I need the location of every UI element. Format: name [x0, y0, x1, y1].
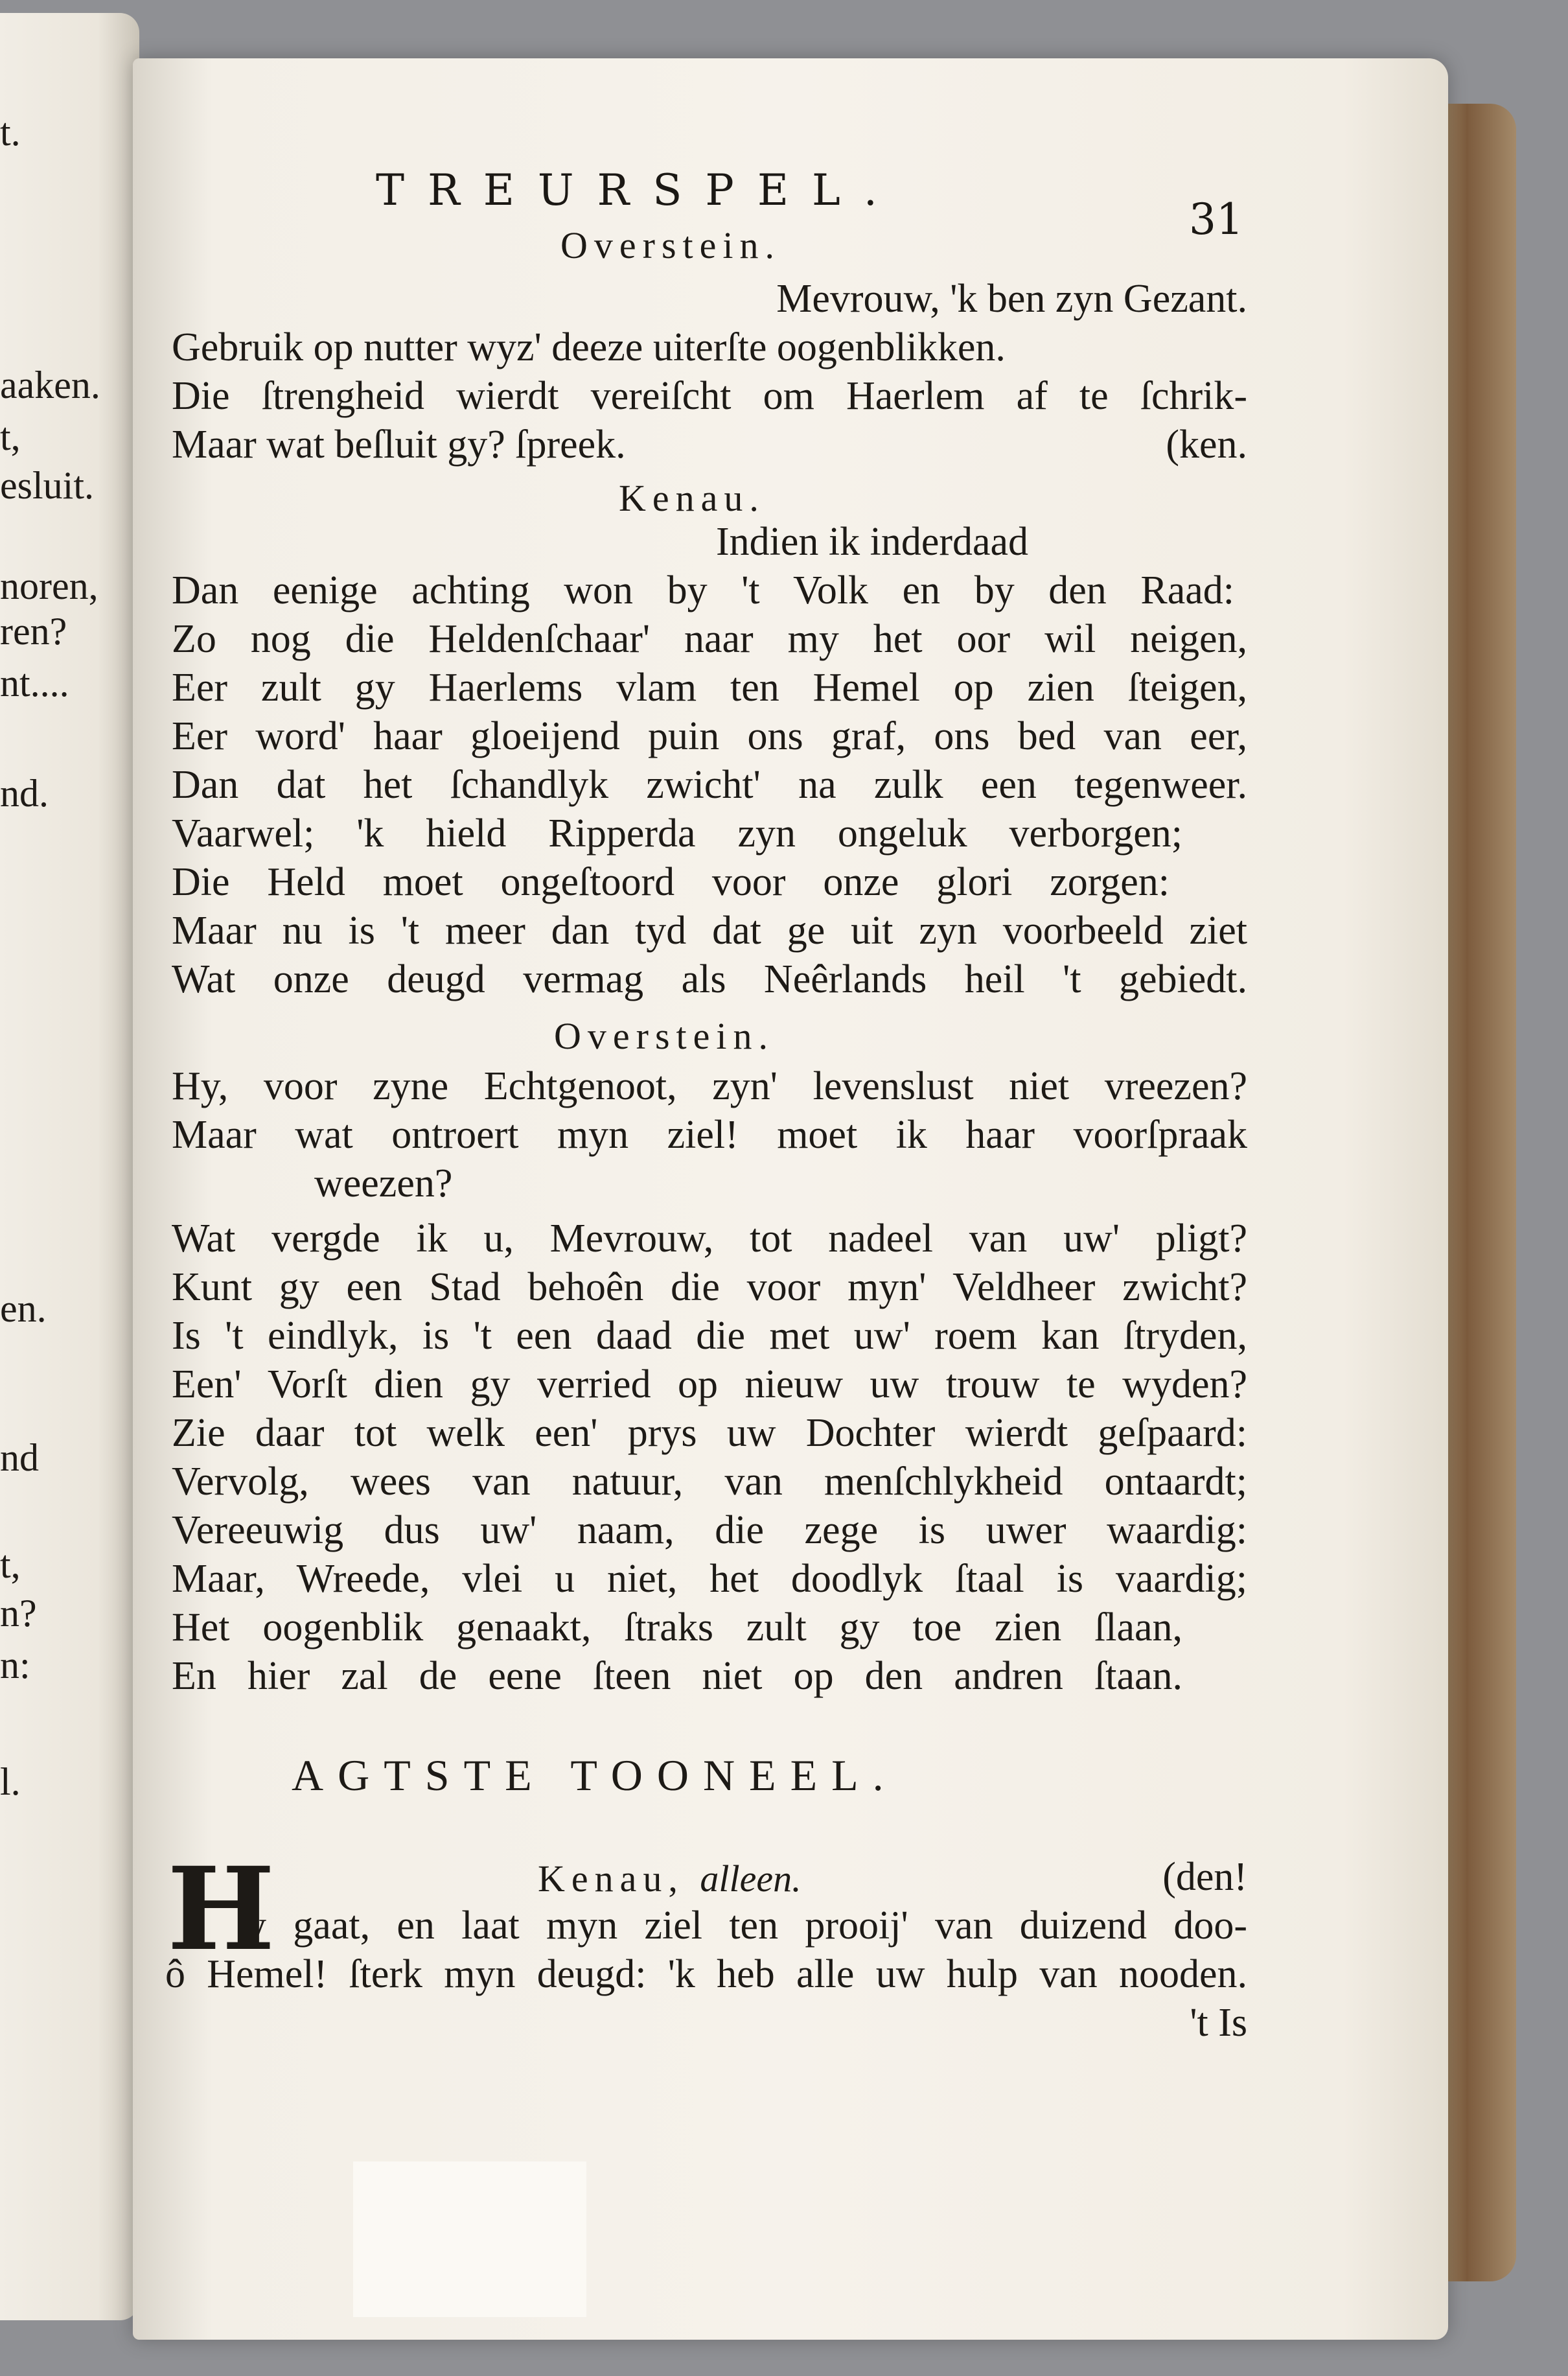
- left-page-fragment: n:: [0, 1644, 30, 1686]
- verse-line: Maar nu is 't meer dan tyd dat ge uit zyn voorbeeld ziet: [172, 909, 1247, 953]
- verse-line: Eer word' haar gloeijend puin ons graf, ons bed van eer,: [172, 714, 1247, 758]
- verse-line: Vereeuwig dus uw' naam, die zege is uwer waardig:: [172, 1508, 1247, 1552]
- verse-line: Indien ik inderdaad: [716, 520, 1029, 564]
- left-page-fragment: ren?: [0, 610, 67, 653]
- drop-cap: H: [167, 1842, 275, 1976]
- verse-line: Dan dat het ſchandlyk zwicht' na zulk een tegenweer.: [172, 763, 1247, 807]
- speaker-kenau: Kenau.: [619, 477, 765, 519]
- verse-line: Vervolg, wees van natuur, van menſchlykheid ontaardt;: [172, 1460, 1247, 1504]
- verse-line: Het oogenblik genaakt, ſtraks zult gy toe zien ſlaan,: [172, 1605, 1182, 1649]
- verse-line: Een' Vorſt dien gy verried op nieuw uw trouw te wyden?: [172, 1362, 1247, 1406]
- speaker-name: Kenau,: [538, 1858, 684, 1900]
- verse-line: Dan eenige achting won by 't Volk en by den Raad:: [172, 568, 1234, 612]
- verse-line: Zo nog die Heldenſchaar' naar my het oor wil neigen,: [172, 617, 1247, 661]
- speaker-overstein: Overstein.: [554, 1015, 774, 1057]
- left-page-fragment: en.: [0, 1287, 47, 1330]
- verse-line: Gebruik op nutter wyz' deeze uiterſte oogenblikken.: [172, 325, 1006, 369]
- running-title: TREURSPEL.: [376, 165, 901, 215]
- verse-line: En hier zal de eene ſteen niet op den andren ſtaan.: [172, 1654, 1182, 1698]
- verse-line: y gaat, en laat myn ziel ten prooij' van duizend doo-: [246, 1904, 1247, 1948]
- verse-line: weezen?: [314, 1161, 453, 1205]
- page-number: 31: [1189, 194, 1243, 244]
- verse-line: Vaarwel; 'k hield Ripperda zyn ongeluk verborgen;: [172, 811, 1182, 856]
- stage-direction: alleen.: [700, 1858, 801, 1900]
- verse-line-tail: (ken.: [1166, 423, 1247, 467]
- left-page-fragment: nt....: [0, 662, 69, 705]
- verse-line: Kunt gy een Stad behoên die voor myn' Veldheer zwicht?: [172, 1265, 1247, 1309]
- left-facing-page: [0, 13, 139, 2320]
- speaker-overstein: Overstein.: [560, 224, 781, 266]
- verse-line: Is 't eindlyk, is 't een daad die met uw' roem kan ſtryden,: [172, 1314, 1247, 1358]
- catchword: 't Is: [1190, 2001, 1247, 2045]
- left-page-fragment: l.: [0, 1760, 21, 1803]
- left-page-fragment: t,: [0, 415, 21, 458]
- left-page-fragment: nd.: [0, 772, 49, 815]
- left-page-fragment: aaken.: [0, 364, 100, 406]
- verse-line: Maar, Wreede, vlei u niet, het doodlyk ſtaal is vaardig;: [172, 1557, 1247, 1601]
- verse-line: Die ſtrengheid wierdt vereiſcht om Haerlem af te ſchrik-: [172, 374, 1247, 418]
- verse-line: Hy, voor zyne Echtgenoot, zyn' levenslust niet vreezen?: [172, 1064, 1247, 1108]
- verse-line: Die Held moet ongeſtoord voor onze glori zorgen:: [172, 860, 1170, 904]
- left-page-fragment: t,: [0, 1543, 21, 1586]
- verse-line-tail: (den!: [1162, 1855, 1247, 1899]
- left-page-fragment: t.: [0, 111, 21, 154]
- left-page-fragment: n?: [0, 1592, 37, 1635]
- verse-line: Wat vergde ik u, Mevrouw, tot nadeel van uw' pligt?: [172, 1217, 1247, 1261]
- verse-line: ô Hemel! ſterk myn deugd: 'k heb alle uw hulp van nooden.: [165, 1952, 1247, 1996]
- verse-line: Maar wat beſluit gy? ſpreek.: [172, 423, 626, 467]
- verse-line: Eer zult gy Haerlems vlam ten Hemel op zien ſteigen,: [172, 666, 1247, 710]
- verse-line: Maar wat ontroert myn ziel! moet ik haar voorſpraak: [172, 1113, 1247, 1157]
- verse-line: Zie daar tot welk een' prys uw Dochter wierdt geſpaard:: [172, 1411, 1247, 1455]
- paper-strip: [353, 2161, 586, 2317]
- verse-line: Mevrouw, 'k ben zyn Gezant.: [776, 277, 1247, 321]
- verse-line: Wat onze deugd vermag als Neêrlands heil 't gebiedt.: [172, 957, 1247, 1001]
- left-page-fragment: nd: [0, 1436, 39, 1479]
- left-page-fragment: esluit.: [0, 464, 94, 507]
- scene-heading: AGTSTE TOONEEL.: [292, 1751, 898, 1800]
- left-page-fragment: noren,: [0, 565, 98, 607]
